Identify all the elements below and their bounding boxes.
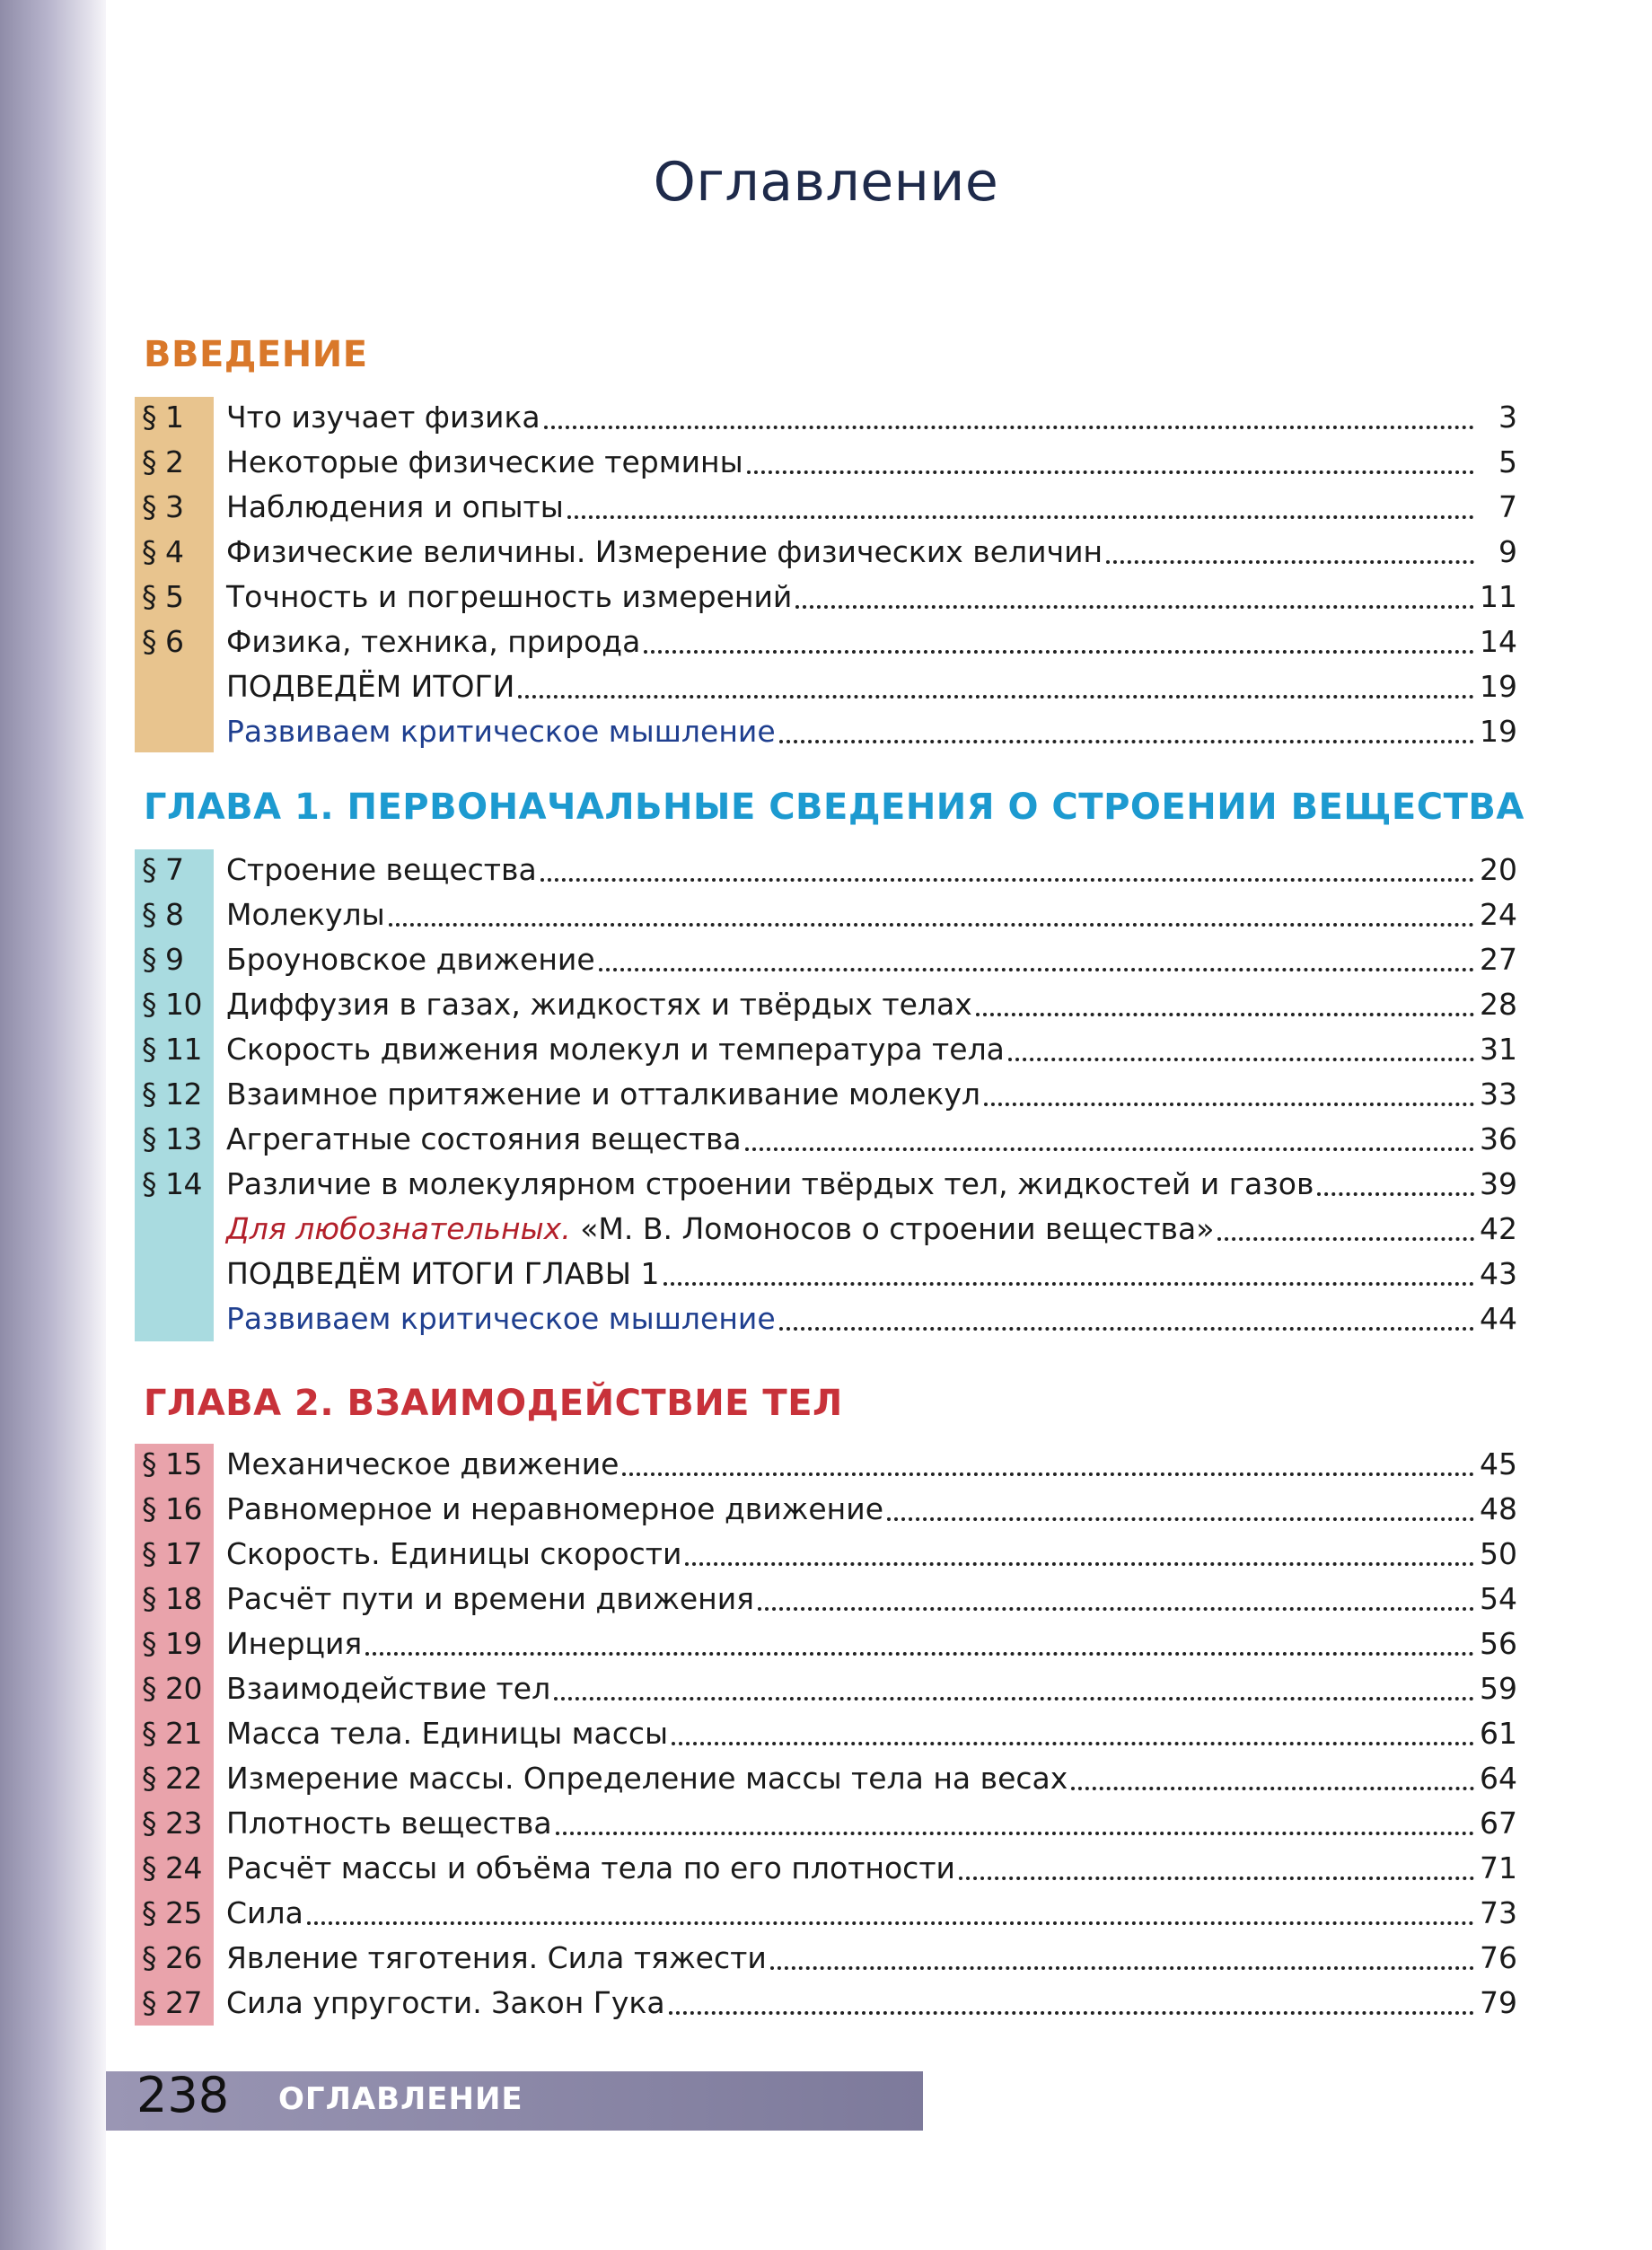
entry-title: ПОДВЕДЁМ ИТОГИ ГЛАВЫ 1 xyxy=(226,1256,660,1291)
toc-entry[interactable] xyxy=(135,1756,1517,1801)
entry-title: Инерция xyxy=(226,1626,363,1661)
dot-leader xyxy=(1217,1207,1474,1241)
toc-entry[interactable] xyxy=(135,1487,1517,1532)
entry-title: Плотность вещества xyxy=(226,1806,552,1841)
entry-title: Молекулы xyxy=(226,897,385,932)
entry-title-text: «М. В. Ломоносов о строении вещества» xyxy=(580,1211,1215,1246)
toc-list-chapter-2 xyxy=(135,1442,1517,2026)
entry-page-number: 76 xyxy=(1480,1940,1517,1975)
paragraph-number: § 23 xyxy=(142,1806,202,1841)
entry-page-number: 54 xyxy=(1480,1581,1517,1616)
entry-title: Точность и погрешность измерений xyxy=(226,579,793,614)
entry-page-number: 9 xyxy=(1498,534,1517,569)
dot-leader xyxy=(685,1532,1474,1566)
entry-page-number: 24 xyxy=(1480,897,1517,932)
entry-title: Развиваем критическое мышление xyxy=(226,1301,776,1336)
entry-page-number: 59 xyxy=(1480,1671,1517,1706)
entry-title: Взаимодействие тел xyxy=(226,1671,551,1706)
entry-page-number: 5 xyxy=(1498,444,1517,479)
toc-entry[interactable] xyxy=(135,530,1517,575)
paragraph-number: § 13 xyxy=(142,1121,202,1156)
toc-entry[interactable] xyxy=(135,1666,1517,1711)
paragraph-number: § 5 xyxy=(142,579,184,614)
paragraph-number: § 2 xyxy=(142,444,184,479)
toc-entry[interactable] xyxy=(135,620,1517,664)
dot-leader xyxy=(307,1891,1474,1925)
paragraph-number: § 25 xyxy=(142,1895,202,1930)
entry-page-number: 3 xyxy=(1498,400,1517,435)
toc-entry[interactable] xyxy=(135,1891,1517,1936)
dot-leader xyxy=(779,1296,1474,1331)
entry-title: Равномерное и неравномерное движение xyxy=(226,1491,884,1526)
paragraph-number: § 4 xyxy=(142,534,184,569)
section-heading-intro: ВВЕДЕНИЕ xyxy=(144,334,368,375)
entry-page-number: 45 xyxy=(1480,1446,1517,1481)
entry-page-number: 36 xyxy=(1480,1121,1517,1156)
entry-page-number: 31 xyxy=(1480,1032,1517,1067)
entry-page-number: 11 xyxy=(1480,579,1517,614)
paragraph-number: § 16 xyxy=(142,1491,202,1526)
entry-page-number: 43 xyxy=(1480,1256,1517,1291)
paragraph-number: § 9 xyxy=(142,942,184,977)
dot-leader xyxy=(556,1801,1474,1835)
entry-page-number: 33 xyxy=(1480,1077,1517,1112)
entry-title: Взаимное притяжение и отталкивание молекул xyxy=(226,1077,980,1112)
toc-entry[interactable] xyxy=(135,1162,1517,1207)
toc-entry[interactable] xyxy=(135,1981,1517,2026)
dot-leader xyxy=(518,664,1474,699)
footer-page-number: 238 xyxy=(136,2067,230,2123)
toc-entry[interactable] xyxy=(135,1027,1517,1072)
dot-leader xyxy=(1071,1756,1474,1790)
toc-entry[interactable] xyxy=(135,892,1517,937)
toc-entry[interactable] xyxy=(135,1442,1517,1487)
dot-leader xyxy=(1008,1027,1474,1061)
paragraph-number: § 21 xyxy=(142,1716,202,1751)
paragraph-number: § 27 xyxy=(142,1985,202,2020)
footer-label: ОГЛАВЛЕНИЕ xyxy=(278,2081,523,2117)
toc-entry[interactable] xyxy=(135,709,1517,754)
toc-entry[interactable] xyxy=(135,1117,1517,1162)
toc-entry[interactable] xyxy=(135,575,1517,620)
entry-page-number: 19 xyxy=(1480,714,1517,749)
toc-entry[interactable] xyxy=(135,1936,1517,1981)
entry-title: Строение вещества xyxy=(226,852,537,887)
dot-leader xyxy=(540,848,1474,882)
paragraph-number: § 6 xyxy=(142,624,184,659)
dot-leader xyxy=(1106,530,1474,564)
dot-leader xyxy=(758,1577,1474,1611)
entry-page-number: 7 xyxy=(1498,489,1517,524)
paragraph-number: § 15 xyxy=(142,1446,202,1481)
entry-page-number: 42 xyxy=(1480,1211,1517,1246)
dot-leader xyxy=(663,1252,1474,1286)
paragraph-number: § 14 xyxy=(142,1166,202,1201)
paragraph-number: § 18 xyxy=(142,1581,202,1616)
entry-title: Механическое движение xyxy=(226,1446,620,1481)
dot-leader xyxy=(599,937,1474,971)
toc-entry[interactable] xyxy=(135,982,1517,1027)
dot-leader xyxy=(984,1072,1474,1106)
toc-list-intro xyxy=(135,395,1517,754)
dot-leader xyxy=(544,395,1474,429)
paragraph-number: § 7 xyxy=(142,852,184,887)
entry-title: Скорость движения молекул и температура тела xyxy=(226,1032,1005,1067)
paragraph-number: § 10 xyxy=(142,987,202,1022)
entry-title: Наблюдения и опыты xyxy=(226,489,564,524)
paragraph-number: § 22 xyxy=(142,1761,202,1796)
paragraph-number: § 20 xyxy=(142,1671,202,1706)
dot-leader xyxy=(669,1981,1474,2015)
section-heading-chapter-1: ГЛАВА 1. ПЕРВОНАЧАЛЬНЫЕ СВЕДЕНИЯ О СТРОЕНИИ ВЕЩЕСТВА xyxy=(144,787,1525,828)
toc-entry[interactable] xyxy=(135,440,1517,485)
entry-page-number: 48 xyxy=(1480,1491,1517,1526)
entry-title: Расчёт массы и объёма тела по его плотности xyxy=(226,1850,955,1885)
entry-page-number: 39 xyxy=(1480,1166,1517,1201)
paragraph-number: § 1 xyxy=(142,400,184,435)
dot-leader xyxy=(887,1487,1474,1521)
page-title: Оглавление xyxy=(653,151,999,214)
entry-title: Явление тяготения. Сила тяжести xyxy=(226,1940,767,1975)
entry-title-prefix: Для любознательных. xyxy=(226,1211,571,1246)
paragraph-number: § 19 xyxy=(142,1626,202,1661)
toc-entry[interactable] xyxy=(135,937,1517,982)
entry-title: Сила xyxy=(226,1895,303,1930)
entry-page-number: 19 xyxy=(1480,669,1517,704)
toc-entry[interactable] xyxy=(135,1252,1517,1296)
dot-leader xyxy=(795,575,1474,609)
entry-page-number: 79 xyxy=(1480,1985,1517,2020)
dot-leader xyxy=(644,620,1474,654)
entry-title: Физические величины. Измерение физических величин xyxy=(226,534,1103,569)
entry-page-number: 27 xyxy=(1480,942,1517,977)
entry-page-number: 73 xyxy=(1480,1895,1517,1930)
toc-entry[interactable] xyxy=(135,1846,1517,1891)
entry-title: Агрегатные состояния вещества xyxy=(226,1121,742,1156)
toc-entry[interactable] xyxy=(135,1801,1517,1846)
dot-leader xyxy=(672,1711,1474,1745)
entry-title: Измерение массы. Определение массы тела на весах xyxy=(226,1761,1068,1796)
toc-entry[interactable] xyxy=(135,395,1517,440)
section-heading-chapter-2: ГЛАВА 2. ВЗАИМОДЕЙСТВИЕ ТЕЛ xyxy=(144,1383,843,1424)
toc-entry[interactable] xyxy=(135,1532,1517,1577)
entry-page-number: 64 xyxy=(1480,1761,1517,1796)
paragraph-number: § 3 xyxy=(142,489,184,524)
toc-entry[interactable] xyxy=(135,664,1517,709)
toc-entry[interactable] xyxy=(135,1577,1517,1622)
dot-leader xyxy=(554,1666,1474,1701)
dot-leader xyxy=(365,1622,1474,1656)
entry-page-number: 71 xyxy=(1480,1850,1517,1885)
toc-entry[interactable] xyxy=(135,848,1517,892)
dot-leader xyxy=(976,982,1474,1016)
toc-entry[interactable] xyxy=(135,1711,1517,1756)
paragraph-number: § 17 xyxy=(142,1536,202,1571)
entry-page-number: 14 xyxy=(1480,624,1517,659)
dot-leader xyxy=(745,1117,1474,1151)
entry-title: Физика, техника, природа xyxy=(226,624,641,659)
dot-leader xyxy=(1317,1162,1474,1196)
entry-page-number: 28 xyxy=(1480,987,1517,1022)
entry-title: Развиваем критическое мышление xyxy=(226,714,776,749)
toc-entry[interactable] xyxy=(135,1622,1517,1666)
dot-leader xyxy=(567,485,1474,519)
entry-title: Расчёт пути и времени движения xyxy=(226,1581,755,1616)
dot-leader xyxy=(770,1936,1474,1970)
entry-page-number: 50 xyxy=(1480,1536,1517,1571)
entry-title: Масса тела. Единицы массы xyxy=(226,1716,669,1751)
entry-title: Диффузия в газах, жидкостях и твёрдых телах xyxy=(226,987,972,1022)
toc-entry[interactable] xyxy=(135,1207,1517,1252)
toc-entry[interactable] xyxy=(135,485,1517,530)
entry-title: Броуновское движение xyxy=(226,942,595,977)
entry-title: Некоторые физические термины xyxy=(226,444,743,479)
entry-title: Скорость. Единицы скорости xyxy=(226,1536,682,1571)
toc-entry[interactable] xyxy=(135,1296,1517,1341)
entry-title: Различие в молекулярном строении твёрдых тел, жидкостей и газов xyxy=(226,1166,1314,1201)
toc-entry[interactable] xyxy=(135,1072,1517,1117)
dot-leader xyxy=(959,1846,1474,1880)
paragraph-number: § 8 xyxy=(142,897,184,932)
toc-list-chapter-1 xyxy=(135,848,1517,1341)
dot-leader xyxy=(779,709,1474,743)
entry-title: Что изучает физика xyxy=(226,400,540,435)
dot-leader xyxy=(747,440,1474,474)
dot-leader xyxy=(389,892,1474,927)
entry-title: Сила упругости. Закон Гука xyxy=(226,1985,665,2020)
entry-page-number: 61 xyxy=(1480,1716,1517,1751)
paragraph-number: § 12 xyxy=(142,1077,202,1112)
dot-leader xyxy=(622,1442,1474,1476)
paragraph-number: § 24 xyxy=(142,1850,202,1885)
entry-title: ПОДВЕДЁМ ИТОГИ xyxy=(226,669,515,704)
entry-page-number: 67 xyxy=(1480,1806,1517,1841)
entry-title xyxy=(226,1207,1214,1252)
entry-page-number: 20 xyxy=(1480,852,1517,887)
paragraph-number: § 26 xyxy=(142,1940,202,1975)
entry-page-number: 56 xyxy=(1480,1626,1517,1661)
entry-page-number: 44 xyxy=(1480,1301,1517,1336)
left-margin-strip xyxy=(0,0,106,2250)
paragraph-number: § 11 xyxy=(142,1032,202,1067)
